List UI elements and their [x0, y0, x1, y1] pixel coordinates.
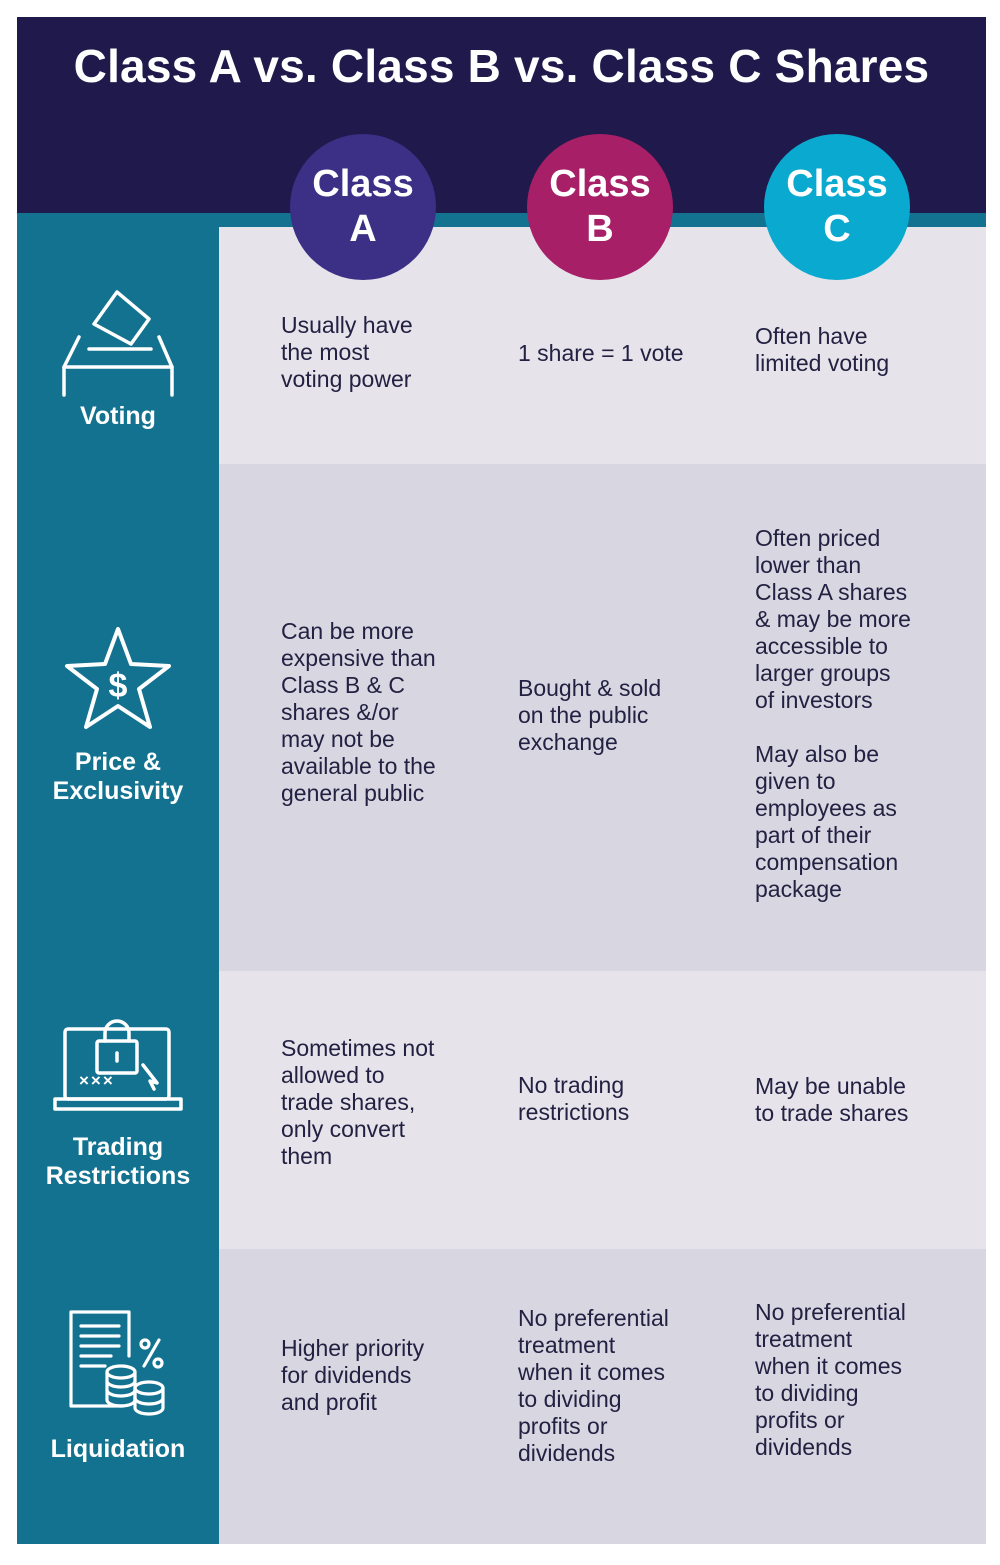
- price-class-c: Often priced lower than Class A shares & may be more accessible to larger groups of investors May also be given to employees as part of their compensation package: [755, 525, 911, 902]
- page-title: Class A vs. Class B vs. Class C Shares: [73, 40, 930, 92]
- row-label-liquidation: Liquidation: [50, 1435, 186, 1463]
- locked-laptop-icon: [53, 1015, 183, 1115]
- star-dollar-icon: [60, 625, 176, 735]
- class-b-badge-line1: Class: [549, 163, 651, 205]
- class-b-badge-line2: B: [586, 208, 614, 250]
- voting-class-b: 1 share = 1 vote: [518, 340, 684, 366]
- svg-text:$: $: [108, 667, 128, 705]
- price-class-a: Can be more expensive than Class B & C shares &/or may not be available to the general public: [281, 618, 436, 806]
- trading-class-b: No trading restrictions: [518, 1072, 630, 1125]
- liquidation-class-c: No preferential treatment when it comes to dividing profits or dividends: [755, 1299, 906, 1460]
- price-class-b: Bought & sold on the public exchange: [518, 675, 662, 755]
- class-c-badge-line1: Class: [786, 163, 888, 205]
- infographic: [17, 17, 986, 1544]
- svg-text:×××: ×××: [79, 1071, 115, 1090]
- row-label-price-exclusivity: Price & Exclusivity: [52, 748, 184, 805]
- row-label-trading-restrictions: Trading Restrictions: [45, 1133, 191, 1190]
- trading-class-c: May be unable to trade shares: [755, 1073, 909, 1126]
- class-a-badge-line1: Class: [312, 163, 414, 205]
- class-b-badge: [527, 134, 673, 280]
- liquidation-class-b: No preferential treatment when it comes to dividing profits or dividends: [518, 1305, 669, 1466]
- class-c-badge-line2: C: [823, 208, 851, 250]
- class-a-badge: [290, 134, 436, 280]
- document-coins-percent-icon: [67, 1308, 171, 1418]
- ballot-box-icon: [59, 287, 179, 397]
- trading-class-a: Sometimes not allowed to trade shares, only convert them: [281, 1035, 435, 1169]
- class-c-badge: [764, 134, 910, 280]
- voting-class-a: Usually have the most voting power: [281, 312, 413, 392]
- class-a-badge-line2: A: [349, 208, 377, 250]
- row-label-voting: Voting: [80, 402, 156, 430]
- voting-class-c: Often have limited voting: [755, 323, 890, 376]
- liquidation-class-a: Higher priority for dividends and profit: [281, 1335, 425, 1415]
